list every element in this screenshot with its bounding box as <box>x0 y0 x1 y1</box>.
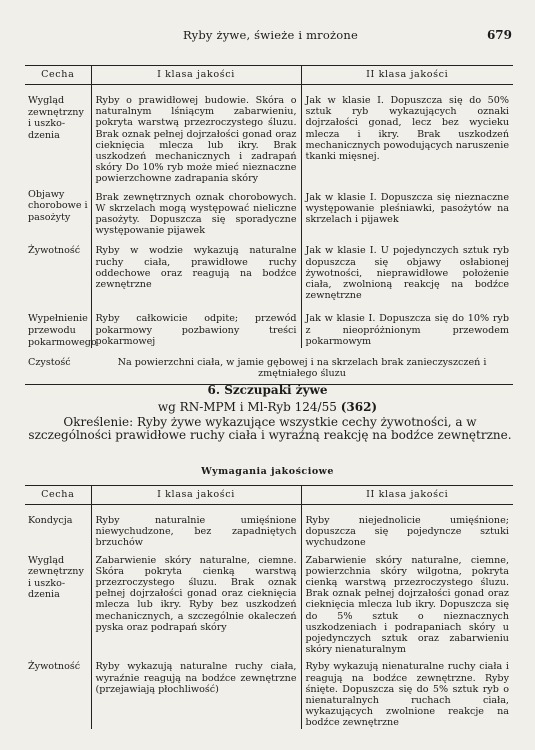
class-1-cell: Brak zewnętrznych oznak chorobowych. W skrzelach mogą występować nieliczne pasożyty. Dopuszcza się sporadyczne występowanie pijawek <box>91 185 301 237</box>
feature-cell: Żywotność <box>28 245 81 257</box>
quality-table-1 <box>25 65 513 385</box>
section-standard <box>0 400 535 414</box>
table-row <box>25 549 513 656</box>
class-2-cell: Jak w klasie I. Dopuszcza się nieznaczne występowanie pleśniawki, pasożytów na skrzelach i pijawek <box>301 185 513 237</box>
column-header-class-1: I klasa jakości <box>91 66 301 85</box>
class-1-cell: Zabarwienie skóry naturalne, ciemne. Skóra pokryta cienką warstwą przezroczystego śluzu. Brak oznak pełnej dojrzałości gonad oraz cieknięcia mlecza lub ikry. Ryby bez uszkodzeń mechanicznych, a szczególnie okaleczeń pyska oraz podrapań skóry <box>91 549 301 656</box>
class-1-cell: Ryby w wodzie wykazują naturalne ruchy ciała, prawidłowe ruchy oddechowe oraz reagują na bodźce zewnętrzne <box>91 236 301 301</box>
feature-cell: Wypełnienie przewodu pokarmowego <box>28 313 97 348</box>
feature-cell: Wygląd zewnętrzny i uszko-dzenia <box>28 554 84 601</box>
running-title: Ryby żywe, świeże i mrożone <box>183 28 358 42</box>
standard-reference: wg RN-MPM i Ml-Ryb 124/55 <box>157 400 337 414</box>
class-1-cell: Ryby o prawidłowej budowie. Skóra o naturalnym lśniącym zabarwieniu, pokryta warstwą przezroczystego śluzu. Brak oznak pełnej dojrzałości gonad oraz cieknięcia mlecza lub ikry. Brak uszkodzeń mechanicznych i zadrapań skóry Do 10% ryb może mieć nieznaczne powierzchowne zadrapania skóry <box>91 85 301 185</box>
table-row <box>25 301 513 348</box>
column-header-cecha: Cecha <box>25 486 91 505</box>
class-2-cell: Jak w klasie I. U pojedynczych sztuk ryb dopuszcza się objawy osłabionej żywotności, nieprawidłowe położenie ciała, zwolnioną reakcję na bodźce zewnętrzne <box>301 236 513 301</box>
class-2-cell: Jak w klasie I. Dopuszcza się do 10% ryb z nieopróżnionym przewodem pokarmowym <box>301 301 513 348</box>
feature-cell: Czystość <box>25 348 91 384</box>
feature-cell: Kondycja <box>28 515 73 526</box>
table-row <box>25 185 513 237</box>
class-2-cell: Ryby niejednolicie umięśnione; dopuszcza się pojedyncze sztuki wychudzone <box>301 505 513 549</box>
table-header-row <box>25 486 513 505</box>
column-header-class-1: I klasa jakości <box>91 486 301 505</box>
definition-text: Określenie: Ryby żywe wykazujące wszystkie cechy żywotności, a w szczególności prawidłowe ruchy ciała i wyraźną reakcję na bodźce zewnętrzne. <box>28 415 512 442</box>
column-header-class-2: II klasa jakości <box>301 486 513 505</box>
feature-cell: Objawy chorobowe i pasożyty <box>28 188 88 223</box>
table-row <box>25 505 513 549</box>
class-2-cell: Zabarwienie skóry naturalne, ciemne, powierzchnia skóry wilgotna, pokryta cienką warstwą przezroczystego śluzu. Brak oznak pełnej dojrzałości gonad oraz cieknięcia mlecza lub ikry. Dopuszcza się do 5% sztuk o nieznacznych uszkodzeniach i podrapaniach skóry u pojedynczych sztuk oraz zabarwieniu skóry nienaturalnym <box>301 549 513 656</box>
page-number: 679 <box>486 28 512 42</box>
quality-table-2 <box>25 485 513 729</box>
class-1-cell: Ryby całkowicie odpite; przewód pokarmowy pozbawiony treści pokarmowej <box>91 301 301 348</box>
table-header-row <box>25 66 513 85</box>
table-row <box>25 236 513 301</box>
page-header <box>0 28 535 44</box>
table-row <box>25 85 513 185</box>
feature-cell: Żywotność <box>28 661 81 673</box>
section-title: 6. Szczupaki żywe <box>207 383 328 397</box>
column-header-cecha: Cecha <box>25 66 91 85</box>
table-row <box>25 348 513 384</box>
column-header-class-2: II klasa jakości <box>301 66 513 85</box>
standard-code: (362) <box>340 400 378 414</box>
class-1-cell: Ryby wykazują naturalne ruchy ciała, wyraźnie reagują na bodźce zewnętrzne (przejawiają płochliwość) <box>91 655 301 728</box>
class-1-cell: Na powierzchni ciała, w jamie gębowej i na skrzelach brak zanieczyszczeń i zmętniałego śluzu <box>91 348 513 384</box>
requirements-title: Wymagania jakościowe <box>201 466 334 477</box>
feature-cell: Wygląd zewnętrzny i uszko-dzenia <box>28 95 84 141</box>
class-1-cell: Ryby naturalnie umięśnione niewychudzone, bez zapadniętych brzuchów <box>91 505 301 549</box>
class-2-cell: Ryby wykazują nienaturalne ruchy ciała i reagują na bodźce zewnętrzne. Ryby śnięte. Dopuszcza się do 5% sztuk ryb o nienaturalnych ruchach ciała, wykazujących zwolnione reakcje na bodźce zewnętrzne <box>301 655 513 728</box>
class-2-cell: Jak w klasie I. Dopuszcza się do 50% sztuk ryb wykazujących oznaki dojrzałości gonad, lecz bez wycieku mlecza i ikry. Brak uszkodzeń mechanicznych powodujących naruszenie tkanki mięsnej. <box>301 85 513 185</box>
table-row <box>25 655 513 728</box>
